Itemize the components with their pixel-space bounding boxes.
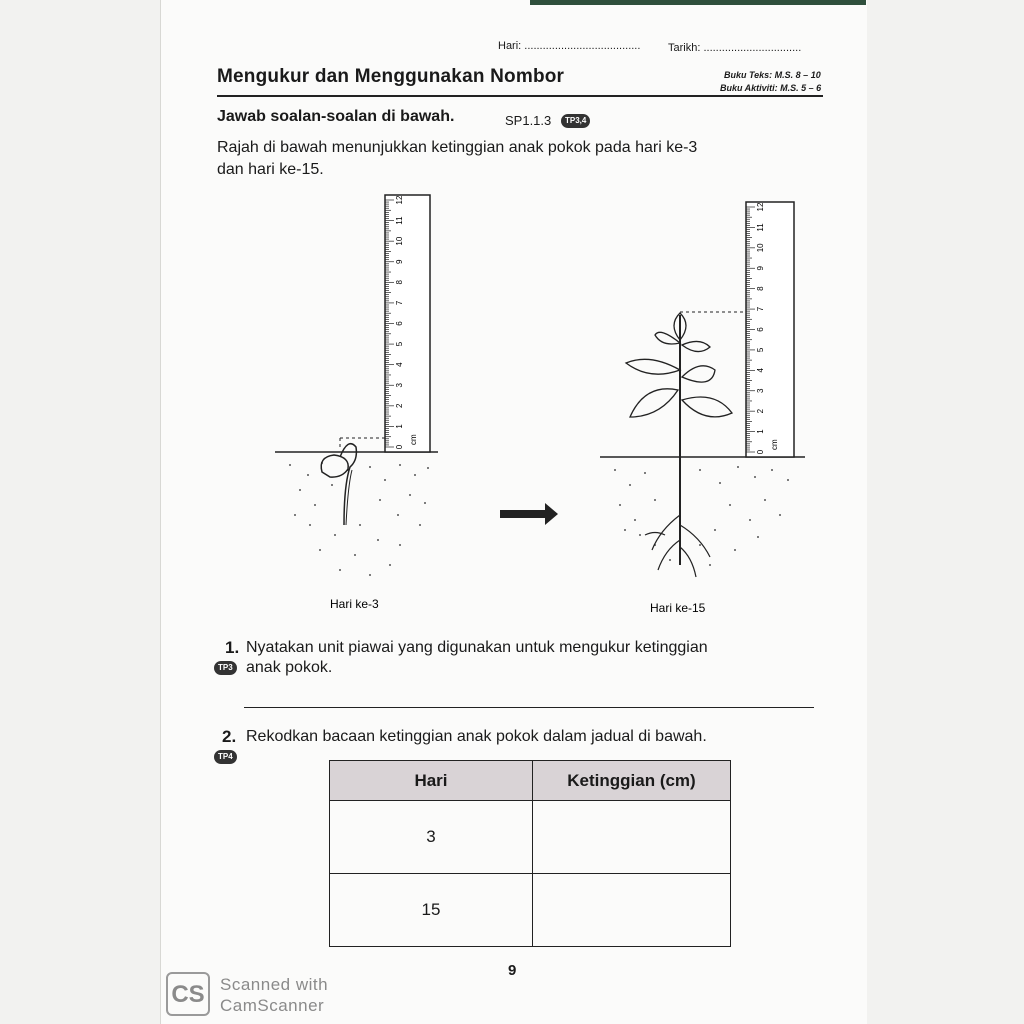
ruler-label: 8: [395, 280, 404, 285]
ruler-label: 0: [756, 449, 765, 455]
ruler-label: 9: [395, 259, 404, 264]
ruler-label: 11: [395, 216, 404, 225]
ruler-label: 5: [756, 347, 765, 353]
ruler-label: 6: [395, 321, 404, 326]
seedling-day-3: [275, 195, 438, 576]
intro-line-2: dan hari ke-15.: [217, 161, 324, 178]
ruler-label: 0: [395, 444, 404, 450]
intro-line-1: Rajah di bawah menunjukkan ketinggian anak pokok pada hari ke-3: [217, 139, 698, 156]
header-rule: [217, 95, 823, 97]
row-ketinggian-input[interactable]: [533, 874, 731, 947]
question-2-line-1: Rekodkan bacaan ketinggian anak pokok dalam jadual di bawah.: [246, 728, 707, 745]
tp-badge: TP3,4: [561, 114, 590, 128]
table-row: [330, 801, 731, 874]
ruler-unit: cm: [770, 439, 779, 450]
ruler-label: 12: [395, 195, 404, 205]
ruler-label: 7: [395, 300, 404, 306]
seed-icon: [321, 455, 348, 477]
standard-code: SP1.1.3: [505, 113, 552, 128]
ruler-label: 10: [756, 243, 765, 253]
ruler-label: 5: [395, 341, 404, 347]
plant-day-15: [600, 202, 805, 577]
ruler-label: 2: [395, 403, 404, 409]
ruler-unit: cm: [409, 434, 418, 445]
ruler-label: 2: [756, 408, 765, 414]
question-1-line-1: Nyatakan unit piawai yang digunakan untuk mengukur ketinggian: [246, 639, 708, 656]
leaf-icon: [682, 397, 732, 417]
leaf-icon: [682, 366, 715, 382]
camscanner-logo: CS: [166, 972, 210, 1016]
ruler-label: 9: [756, 266, 765, 271]
scanner-line-2: CamScanner: [220, 996, 325, 1015]
arrow-icon: [500, 503, 558, 525]
ruler-label: 1: [756, 429, 765, 434]
roots-icon: [645, 515, 710, 577]
header-hari: Hari: [330, 761, 533, 801]
ruler-label: 3: [395, 383, 404, 388]
question-2-badge: TP4: [214, 750, 237, 764]
header-ketinggian: Ketinggian (cm): [533, 761, 731, 801]
soil-dots-left: [289, 462, 429, 576]
page-number: 9: [508, 962, 517, 979]
scanner-line-1: Scanned with: [220, 975, 329, 994]
tarikh-field: Tarikh: ................................: [668, 42, 802, 54]
row-hari: 15: [330, 874, 533, 947]
textbook-ref: Buku Teks: M.S. 8 – 10: [724, 70, 821, 80]
activity-book-ref: Buku Aktiviti: M.S. 5 – 6: [720, 83, 822, 93]
row-ketinggian-input[interactable]: [533, 801, 731, 874]
ruler-label: 3: [756, 388, 765, 393]
ruler-label: 4: [756, 368, 765, 373]
ruler-label: 12: [756, 202, 765, 212]
caption-day-3: Hari ke-3: [330, 597, 379, 611]
instruction-heading: Jawab soalan-soalan di bawah.: [217, 108, 455, 125]
height-record-table: [329, 760, 731, 947]
question-2-number: 2.: [222, 727, 237, 746]
question-1-badge: TP3: [214, 661, 237, 675]
table-row: [330, 874, 731, 947]
ruler-label: 4: [395, 362, 404, 367]
leaf-icon: [630, 389, 678, 417]
question-1-number: 1.: [225, 638, 240, 657]
table-header-row: [330, 761, 731, 801]
answer-line-1[interactable]: [244, 707, 814, 708]
caption-day-15: Hari ke-15: [650, 601, 706, 615]
leaf-icon: [626, 359, 680, 374]
plant-growth-figure: [260, 185, 820, 625]
question-1-line-2: anak pokok.: [246, 659, 333, 676]
camscanner-text: [220, 974, 328, 1016]
ruler-label: 6: [756, 327, 765, 332]
sprout-icon: [340, 444, 356, 525]
top-edge-bar: [530, 0, 866, 5]
ruler-label: 1: [395, 424, 404, 429]
page-title: Mengukur dan Menggunakan Nombor: [217, 66, 565, 87]
ruler-label: 7: [756, 306, 765, 312]
ruler-label: 11: [756, 223, 765, 232]
ruler-label: 10: [395, 236, 404, 246]
row-hari: 3: [330, 801, 533, 874]
soil-dots-right: [614, 466, 789, 566]
hari-field: Hari: ......................................: [498, 40, 641, 52]
ruler-label: 8: [756, 286, 765, 291]
leaf-icon: [682, 341, 710, 351]
